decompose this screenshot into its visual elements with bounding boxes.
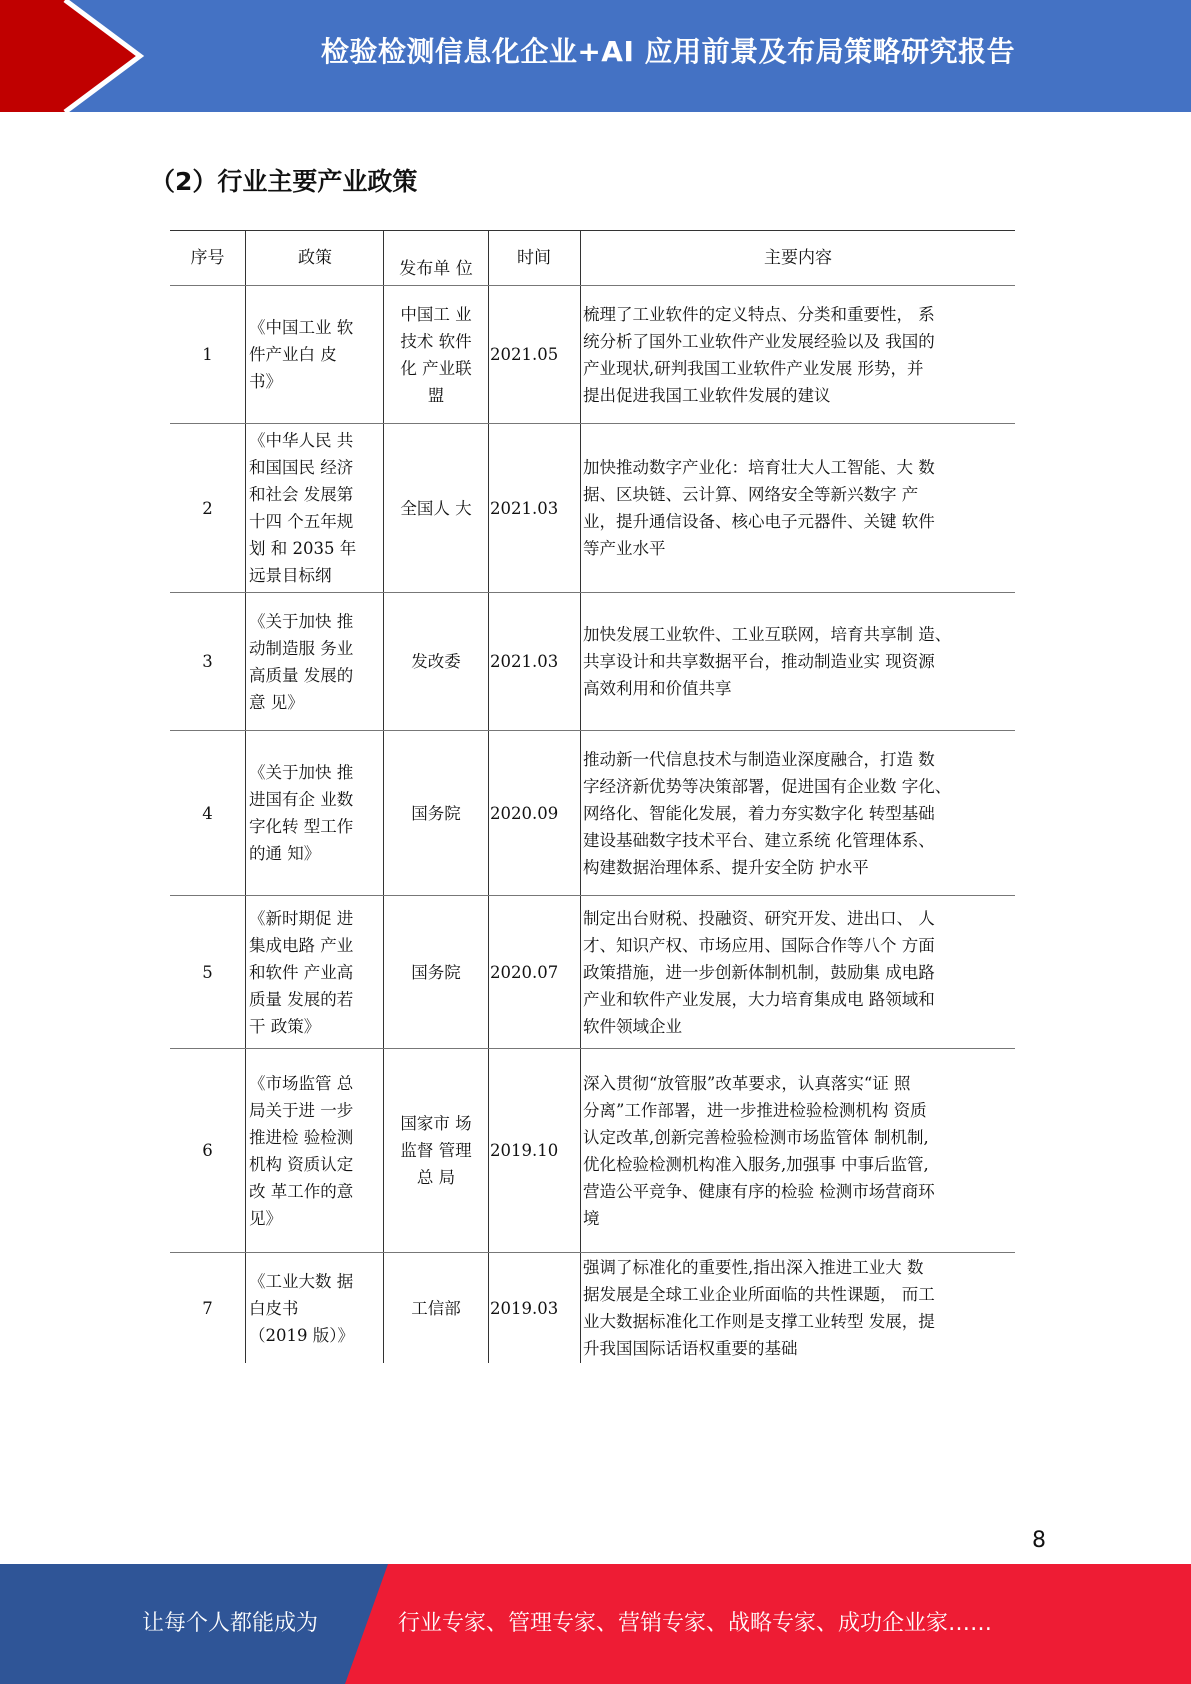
report-title: 检验检测信息化企业+AI 应用前景及布局策略研究报告 <box>320 35 1016 68</box>
issue-date: 2019.03 <box>488 1253 580 1363</box>
policy-name-line: 见》 <box>249 1208 282 1228</box>
main-content-line: 构建数据治理体系、提升安全防 护水平 <box>583 857 869 877</box>
policy-name-line: 动制造服 务业 <box>249 638 354 658</box>
issuer-line: 盟 <box>427 385 445 405</box>
policy-name-line: 字化转 型工作 <box>249 817 354 836</box>
issuer <box>383 1049 488 1252</box>
issuer-line: 国务院 <box>411 803 461 823</box>
main-content-line: 字经济新优势等决策部署，促进国有企业数 字化、 <box>583 776 952 796</box>
issuer <box>383 593 488 730</box>
issuer-line: 监督 管理 <box>400 1141 472 1160</box>
red-chevron-decoration <box>0 0 160 112</box>
main-content-line: 加快发展工业软件、工业互联网，培育共享制 造、 <box>583 625 952 644</box>
policy-name-line: 划 和 2035 年 <box>249 539 357 558</box>
policy-name-line: 《关于加快 推 <box>249 763 354 782</box>
row-number: 7 <box>202 1298 213 1318</box>
policy-name-line: 件产业白 皮 <box>249 345 337 364</box>
table-row <box>170 424 1015 593</box>
row-number: 3 <box>202 652 213 671</box>
main-content <box>580 593 1015 730</box>
header-policy: 政策 <box>245 231 383 285</box>
footer-banner <box>0 1564 1191 1684</box>
policy-name-line: 《中华人民 共 <box>249 431 354 450</box>
policy-name-line: 局关于进 一步 <box>249 1100 354 1120</box>
issuer-line: 发改委 <box>411 652 461 671</box>
policy-name-line: 和软件 产业高 <box>249 962 354 982</box>
main-content-line: 建设基础数字技术平台、建立系统 化管理体系、 <box>583 830 935 850</box>
page-number: 8 <box>1032 1528 1046 1553</box>
issue-date: 2020.07 <box>488 896 580 1048</box>
table-header-row <box>170 231 1015 286</box>
main-content <box>580 1253 1015 1363</box>
policy-name <box>245 593 383 730</box>
policy-name-line: 进国有企 业数 <box>249 790 354 809</box>
issuer-line: 工信部 <box>411 1298 461 1318</box>
row-number: 5 <box>202 962 213 982</box>
main-content-line: 提出促进我国工业软件发展的建议 <box>583 385 831 405</box>
issuer <box>383 424 488 592</box>
policy-name-line: 远景目标纲 <box>249 566 332 585</box>
row-number: 6 <box>202 1141 213 1160</box>
main-content <box>580 424 1015 592</box>
main-content-line: 分离”工作部署，进一步推进检验检测机构 资质 <box>583 1100 927 1120</box>
table-row <box>170 593 1015 731</box>
main-content-line: 产业和软件产业发展，大力培育集成电 路领域和 <box>583 989 935 1009</box>
policy-name <box>245 1253 383 1363</box>
issuer-line: 技术 软件 <box>400 331 472 351</box>
issuer-line: 总 局 <box>416 1168 456 1187</box>
main-content-line: 政策措施，进一步创新体制机制，鼓励集 成电路 <box>583 962 935 982</box>
policy-name-line: 高质量 发展的 <box>249 665 354 685</box>
issue-date: 2021.03 <box>488 593 580 730</box>
policy-name-line: 十四 个五年规 <box>249 512 354 531</box>
row-number: 2 <box>202 498 213 518</box>
header-content: 主要内容 <box>580 231 1015 285</box>
policy-table <box>170 230 1015 1363</box>
issuer <box>383 286 488 423</box>
section-title: （2）行业主要产业政策 <box>150 167 418 196</box>
policy-name-line: 和社会 发展第 <box>249 485 354 504</box>
issuer-line: 化 产业联 <box>400 358 472 378</box>
policy-name-line: 意 见》 <box>249 692 304 712</box>
main-content-line: 加快推动数字产业化：培育壮大人工智能、大 数 <box>583 458 935 477</box>
policy-name-line: 机构 资质认定 <box>249 1154 354 1174</box>
table-row <box>170 896 1015 1049</box>
header-bar <box>0 0 1191 112</box>
policy-name <box>245 424 383 592</box>
policy-name-line: 书》 <box>249 372 282 391</box>
main-content-line: 网络化、智能化发展，着力夯实数字化 转型基础 <box>583 803 935 823</box>
main-content <box>580 286 1015 423</box>
footer-slogan-right: 行业专家、管理专家、营销专家、战略专家、成功企业家…… <box>398 1611 993 1636</box>
header-date: 时间 <box>488 231 580 285</box>
policy-name-line: 的通 知》 <box>249 844 321 863</box>
policy-name-line: 推进检 验检测 <box>249 1127 354 1147</box>
main-content <box>580 1049 1015 1252</box>
main-content-line: 梳理了工业软件的定义特点、分类和重要性， 系 <box>583 304 935 324</box>
main-content-line: 产业现状,研判我国工业软件产业发展 形势，并 <box>583 358 924 378</box>
main-content-line: 高效利用和价值共享 <box>583 679 732 698</box>
main-content-line: 才、知识产权、市场应用、国际合作等八个 方面 <box>583 935 935 955</box>
policy-name <box>245 896 383 1048</box>
policy-name-line: 改 革工作的意 <box>249 1181 354 1201</box>
table-row <box>170 731 1015 896</box>
issuer <box>383 1253 488 1363</box>
policy-name-line: 干 政策》 <box>249 1016 321 1036</box>
main-content-line: 业大数据标准化工作则是支撑工业转型 发展，提 <box>583 1312 935 1331</box>
issue-date: 2019.10 <box>488 1049 580 1252</box>
issuer-line: 国务院 <box>411 962 461 982</box>
main-content-line: 认定改革,创新完善检验检测市场监管体 制机制, <box>583 1127 929 1147</box>
main-content-line: 强调了标准化的重要性,指出深入推进工业大 数 <box>583 1258 924 1277</box>
table-body <box>170 286 1015 1363</box>
main-content-line: 推动新一代信息技术与制造业深度融合，打造 数 <box>583 749 935 769</box>
policy-name-line: 《市场监管 总 <box>249 1073 354 1093</box>
policy-name-line: 《新时期促 进 <box>249 908 354 928</box>
table-row <box>170 1049 1015 1253</box>
main-content-line: 境 <box>583 1208 600 1228</box>
policy-name-line: 集成电路 产业 <box>249 935 354 955</box>
footer-slogan-left: 让每个人都能成为 <box>142 1611 319 1636</box>
issue-date: 2021.05 <box>488 286 580 423</box>
main-content <box>580 731 1015 895</box>
main-content-line: 统分析了国外工业软件产业发展经验以及 我国的 <box>583 331 935 351</box>
main-content-line: 等产业水平 <box>583 539 666 558</box>
issuer-line: 中国工 业 <box>400 304 472 324</box>
issue-date: 2021.03 <box>488 424 580 592</box>
main-content-line: 软件领域企业 <box>583 1016 682 1036</box>
policy-name <box>245 1049 383 1252</box>
main-content-line: 营造公平竞争、健康有序的检验 检测市场营商环 <box>583 1181 935 1201</box>
policy-name-line: 白皮书 <box>249 1298 299 1318</box>
policy-name-line: 《中国工业 软 <box>249 318 354 337</box>
policy-name-line: （2019 版）》 <box>249 1325 354 1345</box>
row-number: 4 <box>202 803 213 823</box>
policy-name-line: 《关于加快 推 <box>249 611 354 631</box>
policy-name <box>245 731 383 895</box>
header-issuer: 发布单 位 <box>383 231 488 285</box>
policy-name-line: 质量 发展的若 <box>249 989 354 1009</box>
main-content-line: 深入贯彻“放管服”改革要求，认真落实“证 照 <box>583 1073 911 1093</box>
main-content-line: 优化检验检测机构准入服务,加强事 中事后监管, <box>583 1154 929 1174</box>
table-row <box>170 286 1015 424</box>
row-number: 1 <box>202 345 213 364</box>
main-content <box>580 896 1015 1048</box>
issuer-line: 国家市 场 <box>400 1114 472 1133</box>
main-content-line: 据发展是全球工业企业所面临的共性课题， 而工 <box>583 1285 935 1304</box>
issuer-line: 全国人 大 <box>400 498 472 518</box>
main-content-line: 业，提升通信设备、核心电子元器件、关键 软件 <box>583 512 935 531</box>
policy-name-line: 《工业大数 据 <box>249 1271 354 1291</box>
main-content-line: 制定出台财税、投融资、研究开发、进出口、 人 <box>583 908 935 928</box>
main-content-line: 升我国国际话语权重要的基础 <box>583 1339 798 1358</box>
main-content-line: 共享设计和共享数据平台，推动制造业实 现资源 <box>583 652 935 671</box>
main-content-line: 据、区块链、云计算、网络安全等新兴数字 产 <box>583 485 919 504</box>
issue-date: 2020.09 <box>488 731 580 895</box>
policy-name-line: 和国国民 经济 <box>249 458 354 477</box>
table-row <box>170 1253 1015 1363</box>
issuer <box>383 896 488 1048</box>
policy-name <box>245 286 383 423</box>
header-no: 序号 <box>190 248 225 268</box>
issuer <box>383 731 488 895</box>
